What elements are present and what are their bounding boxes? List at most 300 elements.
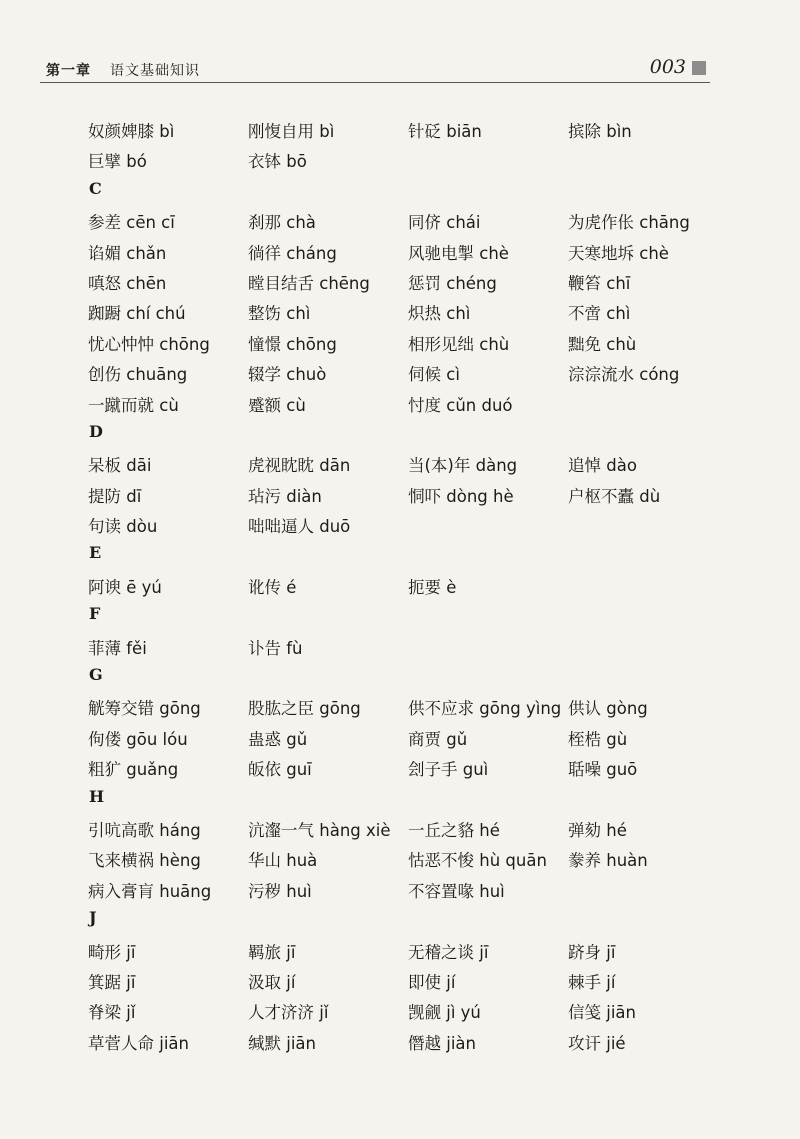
word-text: 刚愎自用 (248, 122, 314, 141)
pinyin-text: chéng (446, 273, 497, 293)
word-entry (88, 270, 166, 294)
word-entry (88, 331, 210, 355)
word-entry (408, 118, 482, 142)
pinyin-text: bì (159, 122, 175, 141)
word-entry (568, 118, 632, 142)
pinyin-text: jiàn (446, 1033, 476, 1053)
pinyin-text: jí (446, 972, 456, 992)
pinyin-text: gǔ (446, 729, 468, 749)
pinyin-text: gǔ (286, 729, 308, 749)
word-text: 刽子手 (408, 760, 458, 780)
word-text: 炽热 (408, 304, 441, 324)
word-entry (88, 361, 187, 385)
word-entry (408, 939, 488, 963)
pinyin-text: hù quān (479, 851, 547, 871)
pinyin-text: chì (606, 304, 631, 324)
word-row (88, 969, 748, 999)
word-text: 觥筹交错 (88, 699, 154, 719)
word-entry (88, 817, 201, 841)
word-text: 衣钵 (248, 152, 281, 172)
word-entry (568, 361, 679, 385)
word-entry (408, 999, 481, 1023)
word-entry (568, 300, 630, 324)
word-entry (568, 331, 636, 355)
word-text: 股肱之臣 (248, 699, 314, 719)
pinyin-text: jī (286, 942, 296, 962)
word-entry (248, 209, 316, 233)
word-text: 伺候 (408, 365, 441, 385)
word-text: 创伤 (88, 365, 121, 385)
word-entry (88, 148, 147, 172)
pinyin-text: dào (606, 456, 637, 476)
word-text: 跻身 (568, 942, 601, 962)
word-text: 僭越 (408, 1033, 441, 1053)
word-entry (408, 452, 517, 476)
pinyin-text: jiān (159, 1033, 189, 1053)
word-text: 咄咄逼人 (248, 517, 314, 537)
pinyin-text: hèng (159, 851, 201, 871)
word-text: 缄默 (248, 1033, 281, 1053)
word-entry (248, 695, 361, 719)
pinyin-text: bìn (606, 122, 632, 141)
word-entry (88, 939, 135, 963)
word-entry (88, 726, 188, 750)
vocabulary-list (88, 118, 748, 1060)
word-row (88, 878, 748, 908)
word-entry (248, 726, 307, 750)
word-entry (568, 1030, 626, 1054)
pinyin-text: jǐ (319, 1003, 329, 1023)
pinyin-text: jí (286, 972, 296, 992)
pinyin-text: jì yú (446, 1003, 481, 1023)
word-row (88, 847, 748, 877)
word-entry (88, 392, 179, 416)
word-entry (408, 209, 480, 233)
word-entry (88, 483, 141, 507)
letter-heading: J (89, 908, 97, 928)
word-text: 脊梁 (88, 1003, 121, 1023)
word-row (88, 939, 748, 969)
word-entry (248, 969, 295, 993)
word-entry (408, 483, 514, 507)
word-entry (88, 118, 174, 142)
word-entry (248, 118, 334, 142)
word-entry (88, 635, 147, 659)
word-text: 相形见绌 (408, 334, 474, 354)
word-text: 信笺 (568, 1003, 601, 1023)
word-entry (568, 969, 615, 993)
word-entry (568, 939, 615, 963)
word-text: 聒噪 (568, 760, 601, 780)
pinyin-text: chēng (319, 273, 370, 293)
pinyin-text: huì (286, 881, 312, 901)
word-row (88, 300, 748, 330)
word-text: 踟蹰 (88, 304, 121, 324)
pinyin-text: huàn (606, 851, 648, 871)
letter-heading: E (89, 543, 102, 563)
word-text: 忖度 (408, 395, 441, 415)
pinyin-text: cù (286, 395, 306, 415)
word-row (88, 209, 748, 239)
pinyin-text: diàn (286, 486, 322, 506)
word-row (88, 361, 748, 391)
word-text: 提防 (88, 486, 121, 506)
word-row (88, 483, 748, 513)
word-text: 奴颜婢膝 (88, 122, 154, 141)
pinyin-text: chuāng (126, 365, 188, 385)
word-row (88, 574, 748, 604)
pinyin-text: é (286, 577, 297, 597)
pinyin-text: gōu lóu (126, 729, 188, 749)
word-entry (248, 1030, 316, 1054)
word-entry (88, 847, 201, 871)
word-text: 扼要 (408, 577, 441, 597)
pinyin-text: duō (319, 517, 351, 537)
word-text: 畸形 (88, 942, 121, 962)
word-text: 供不应求 (408, 699, 474, 719)
word-text: 一蹴而就 (88, 395, 154, 415)
word-text: 黜免 (568, 334, 601, 354)
word-text: 呆板 (88, 456, 121, 476)
word-row (88, 392, 748, 422)
word-row (88, 270, 748, 300)
word-text: 淙淙流水 (568, 365, 634, 385)
pinyin-text: hé (606, 820, 627, 840)
header-rule (40, 82, 710, 83)
word-text: 恫吓 (408, 486, 441, 506)
word-entry (248, 756, 312, 780)
word-entry (408, 817, 500, 841)
word-text: 惩罚 (408, 273, 441, 293)
pinyin-text: guì (462, 760, 489, 780)
letter-heading-row (88, 422, 748, 452)
pinyin-text: fù (286, 638, 303, 658)
word-entry (568, 817, 627, 841)
word-text: 商贾 (408, 729, 441, 749)
pinyin-text: cháng (286, 243, 337, 263)
word-entry (248, 999, 328, 1023)
word-row (88, 635, 748, 665)
word-row (88, 331, 748, 361)
letter-heading-row (88, 604, 748, 634)
word-entry (248, 240, 337, 264)
pinyin-text: ē yú (126, 577, 162, 597)
pinyin-text: cǔn duó (446, 395, 513, 415)
word-text: 徜徉 (248, 243, 281, 263)
pinyin-text: hàng xiè (319, 820, 391, 840)
pinyin-text: jié (606, 1033, 626, 1053)
pinyin-text: cì (446, 365, 460, 385)
word-text: 为虎作伥 (568, 213, 634, 233)
section-title: 语文基础知识 (110, 63, 200, 79)
word-entry (408, 847, 547, 871)
word-row (88, 240, 748, 270)
word-text: 病入膏肓 (88, 881, 154, 901)
letter-heading: H (89, 786, 105, 806)
word-text: 针砭 (408, 122, 441, 141)
pinyin-text: cēn cī (126, 213, 175, 233)
word-row (88, 513, 748, 543)
word-text: 弹劾 (568, 820, 601, 840)
letter-heading: G (89, 665, 103, 685)
word-entry (248, 513, 350, 537)
word-text: 户枢不蠹 (568, 486, 634, 506)
word-entry (88, 452, 151, 476)
pinyin-text: jí (606, 972, 616, 992)
word-entry (568, 483, 660, 507)
pinyin-text: dàng (475, 456, 518, 476)
pinyin-text: jī (479, 942, 489, 962)
word-text: 皈依 (248, 760, 281, 780)
pinyin-text: bó (126, 152, 147, 172)
word-text: 豢养 (568, 851, 601, 871)
pinyin-text: gù (606, 729, 628, 749)
word-text: 追悼 (568, 456, 601, 476)
word-row (88, 1030, 748, 1060)
pinyin-text: chè (479, 243, 509, 263)
word-entry (88, 574, 162, 598)
pinyin-text: chāng (639, 213, 690, 233)
word-entry (408, 1030, 476, 1054)
word-entry (248, 331, 337, 355)
word-text: 句读 (88, 517, 121, 537)
pinyin-text: cù (159, 395, 179, 415)
word-row (88, 756, 748, 786)
word-text: 桎梏 (568, 729, 601, 749)
pinyin-text: chù (479, 334, 510, 354)
pinyin-text: jiān (606, 1003, 636, 1023)
pinyin-text: dù (639, 486, 661, 506)
word-entry (88, 969, 135, 993)
pinyin-text: guī (286, 760, 312, 780)
word-text: 草菅人命 (88, 1033, 154, 1053)
pinyin-text: dāi (126, 456, 152, 476)
word-entry (88, 756, 178, 780)
pinyin-text: dòu (126, 517, 158, 537)
word-text: 飞来横祸 (88, 851, 154, 871)
word-entry (88, 999, 135, 1023)
chapter-label: 第一章 (46, 63, 91, 79)
word-entry (568, 240, 669, 264)
pinyin-text: chōng (286, 334, 337, 354)
word-text: 谄媚 (88, 243, 121, 263)
word-entry (88, 300, 186, 324)
word-text: 憧憬 (248, 334, 281, 354)
word-entry (408, 574, 456, 598)
letter-heading-row (88, 908, 748, 938)
word-text: 同侪 (408, 213, 441, 233)
word-entry (88, 1030, 189, 1054)
letter-heading: D (89, 421, 103, 441)
word-entry (408, 331, 509, 355)
word-entry (408, 969, 455, 993)
pinyin-text: chù (606, 334, 637, 354)
pinyin-text: gōng yìng (479, 699, 562, 719)
word-text: 一丘之貉 (408, 820, 474, 840)
word-entry (248, 635, 303, 659)
word-entry (408, 361, 460, 385)
word-entry (408, 392, 513, 416)
word-text: 虎视眈眈 (248, 456, 314, 476)
word-text: 瞠目结舌 (248, 273, 314, 293)
word-row (88, 148, 748, 178)
word-text: 蹙额 (248, 395, 281, 415)
pinyin-text: chí chú (126, 304, 186, 324)
word-entry (248, 148, 307, 172)
pinyin-text: gōng (159, 699, 201, 719)
pinyin-text: chī (606, 273, 631, 293)
word-entry (248, 483, 322, 507)
word-text: 菲薄 (88, 638, 121, 658)
pinyin-text: jī (126, 972, 136, 992)
word-text: 玷污 (248, 486, 281, 506)
word-text: 汲取 (248, 972, 281, 992)
word-row (88, 118, 748, 148)
pinyin-text: cóng (639, 365, 680, 385)
pinyin-text: dòng hè (446, 486, 514, 506)
word-row (88, 452, 748, 482)
word-entry (88, 513, 157, 537)
word-text: 阿谀 (88, 577, 121, 597)
word-entry (568, 999, 636, 1023)
pinyin-text: fěi (126, 638, 147, 658)
word-text: 讣告 (248, 638, 281, 658)
pinyin-text: jī (606, 942, 616, 962)
pinyin-text: chuò (286, 365, 327, 385)
word-text: 忧心忡忡 (88, 334, 154, 354)
word-entry (568, 209, 690, 233)
word-row (88, 726, 748, 756)
pinyin-text: chè (639, 243, 669, 263)
word-entry (568, 452, 637, 476)
word-text: 羁旅 (248, 942, 281, 962)
word-entry (408, 878, 505, 902)
word-text: 污秽 (248, 881, 281, 901)
pinyin-text: guō (606, 760, 638, 780)
pinyin-text: huāng (159, 881, 212, 901)
word-entry (408, 300, 470, 324)
word-entry (248, 270, 370, 294)
word-text: 摈除 (568, 122, 601, 141)
page-number: 003 (649, 56, 686, 78)
pinyin-text: chái (446, 213, 481, 233)
word-entry (248, 452, 350, 476)
letter-heading-row (88, 543, 748, 573)
word-entry (248, 878, 312, 902)
word-entry (408, 695, 561, 719)
word-entry (568, 726, 627, 750)
word-text: 巨擘 (88, 152, 121, 172)
word-text: 供认 (568, 699, 601, 719)
pinyin-text: dī (126, 486, 142, 506)
word-entry (248, 392, 306, 416)
word-text: 蛊惑 (248, 729, 281, 749)
pinyin-text: bì (319, 122, 335, 141)
word-entry (408, 270, 497, 294)
word-text: 即使 (408, 972, 441, 992)
page-corner-mark (692, 61, 706, 75)
word-text: 沆瀣一气 (248, 820, 314, 840)
word-text: 天寒地坼 (568, 243, 634, 263)
word-text: 佝偻 (88, 729, 121, 749)
word-text: 棘手 (568, 972, 601, 992)
word-entry (568, 756, 637, 780)
pinyin-text: è (446, 577, 457, 597)
pinyin-text: dān (319, 456, 351, 476)
word-text: 讹传 (248, 577, 281, 597)
pinyin-text: chōng (159, 334, 210, 354)
word-text: 风驰电掣 (408, 243, 474, 263)
word-text: 攻讦 (568, 1033, 601, 1053)
pinyin-text: jiān (286, 1033, 316, 1053)
pinyin-text: guǎng (126, 760, 179, 780)
word-text: 觊觎 (408, 1003, 441, 1023)
pinyin-text: háng (159, 820, 201, 840)
page-header (40, 56, 712, 80)
pinyin-text: jǐ (126, 1003, 136, 1023)
word-entry (568, 270, 630, 294)
letter-heading: F (89, 604, 101, 624)
word-text: 整饬 (248, 304, 281, 324)
word-entry (408, 240, 509, 264)
word-text: 怙恶不悛 (408, 851, 474, 871)
pinyin-text: gòng (606, 699, 648, 719)
word-text: 箕踞 (88, 972, 121, 992)
word-entry (248, 817, 391, 841)
pinyin-text: huì (479, 881, 505, 901)
pinyin-text: hé (479, 820, 500, 840)
word-text: 刹那 (248, 213, 281, 233)
letter-heading: C (89, 178, 102, 198)
word-entry (248, 574, 296, 598)
word-entry (88, 878, 211, 902)
word-text: 参差 (88, 213, 121, 233)
pinyin-text: biān (446, 122, 482, 141)
pinyin-text: chà (286, 213, 316, 233)
word-entry (568, 695, 648, 719)
pinyin-text: jī (126, 942, 136, 962)
word-entry (568, 847, 648, 871)
word-text: 当(本)年 (408, 456, 471, 476)
word-entry (248, 300, 310, 324)
word-entry (88, 240, 166, 264)
word-row (88, 817, 748, 847)
word-entry (408, 726, 467, 750)
word-entry (248, 361, 326, 385)
pinyin-text: bō (286, 152, 307, 172)
word-text: 人才济济 (248, 1003, 314, 1023)
word-text: 鞭笞 (568, 273, 601, 293)
word-text: 辍学 (248, 365, 281, 385)
pinyin-text: chēn (126, 273, 167, 293)
word-text: 嗔怒 (88, 273, 121, 293)
letter-heading-row (88, 179, 748, 209)
pinyin-text: chǎn (126, 243, 167, 263)
word-text: 不啻 (568, 304, 601, 324)
word-entry (248, 939, 295, 963)
word-row (88, 999, 748, 1029)
word-text: 华山 (248, 851, 281, 871)
pinyin-text: chì (446, 304, 471, 324)
word-text: 引吭高歌 (88, 820, 154, 840)
word-text: 无稽之谈 (408, 942, 474, 962)
word-text: 不容置喙 (408, 881, 474, 901)
letter-heading-row (88, 787, 748, 817)
word-entry (408, 756, 488, 780)
word-row (88, 695, 748, 725)
letter-heading-row (88, 665, 748, 695)
word-entry (88, 209, 175, 233)
